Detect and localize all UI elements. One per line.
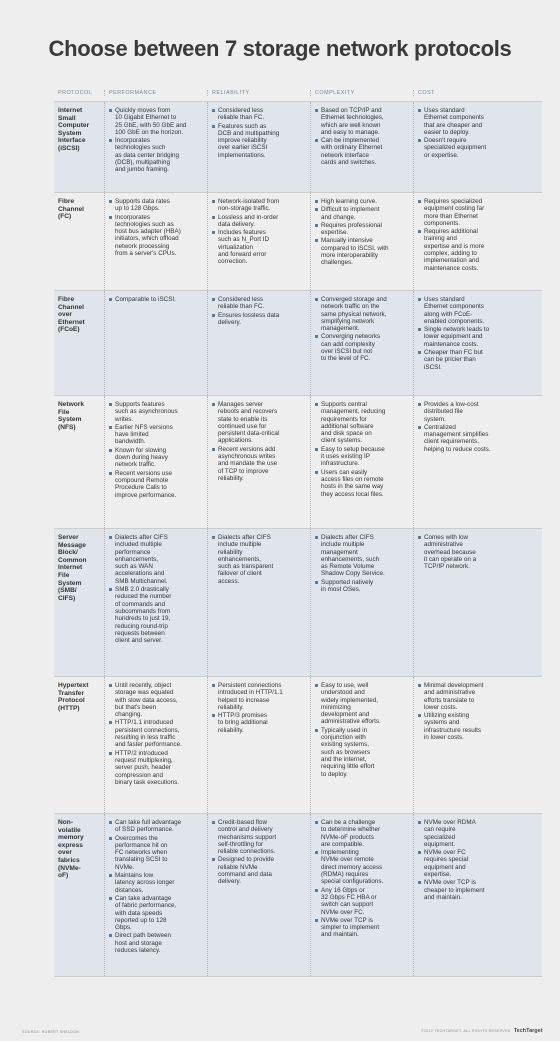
bullet-item: HTTP/2 introduced request multiplexing, server push, header compression and binary task executions. <box>109 750 204 786</box>
bullet-item: Implementing NVMe over remote direct memory access (RDMA) requires special configurations. <box>315 849 410 885</box>
table-body <box>54 102 542 977</box>
complexity-list <box>315 296 410 363</box>
performance-cell <box>104 529 207 676</box>
bullet-item: High learning curve. <box>315 198 410 205</box>
bullet-item: Earlier NFS versions have limited bandwidth. <box>109 424 204 446</box>
table-row <box>54 529 542 677</box>
bullet-item: Features such as DCB and multipathing improve reliability over earlier iSCSI implementations. <box>212 123 307 159</box>
bullet-item: Can be implemented with ordinary Ethernet network interface cards and switches. <box>315 137 410 166</box>
header-reliability: RELIABILITY <box>207 90 310 96</box>
performance-list <box>109 819 204 954</box>
complexity-cell <box>310 291 413 395</box>
performance-list <box>109 682 204 786</box>
reliability-list <box>212 107 307 159</box>
complexity-cell <box>310 102 413 192</box>
performance-list <box>109 107 204 174</box>
bullet-item: Incorporates technologies such as data center bridging (DCB), multipathing and jumbo framing. <box>109 137 204 173</box>
complexity-list <box>315 534 410 593</box>
bullet-item: Supported natively in most OSes. <box>315 579 410 594</box>
cost-cell <box>413 677 518 813</box>
bullet-item: Supports central management, reducing requirements for additional software and disk space on client systems. <box>315 401 410 445</box>
bullet-item: Utilizing existing systems and infrastructure results in lower costs. <box>418 712 515 741</box>
reliability-cell <box>207 291 310 395</box>
reliability-list <box>212 682 307 734</box>
header-complexity: COMPLEXITY <box>310 90 413 96</box>
table-row <box>54 814 542 977</box>
bullet-item: Comparable to iSCSI. <box>109 296 204 303</box>
bullet-item: SMB 2.0 drastically reduced the number of commands and subcommands from hundreds to just 19, reducing round-trip requests between client and server. <box>109 586 204 644</box>
header-performance: PERFORMANCE <box>104 90 207 96</box>
reliability-list <box>212 534 307 585</box>
reliability-list <box>212 296 307 326</box>
bullet-item: Until recently, object storage was equated with slow data access, but that's been changing. <box>109 682 204 718</box>
bullet-item: Converged storage and network traffic on the same physical network, simplifying network management. <box>315 296 410 332</box>
performance-cell <box>104 396 207 528</box>
bullet-item: Manages server reboots and recovers state to enable its continued use for persistent data-critical applications. <box>212 401 307 445</box>
bullet-item: Known for slowing down during heavy network traffic. <box>109 447 204 469</box>
performance-list <box>109 401 204 499</box>
table-header-row <box>54 85 542 102</box>
reliability-list <box>212 819 307 886</box>
cost-list <box>418 401 515 453</box>
bullet-item: Single network leads to lower equipment and maintenance costs. <box>418 326 515 348</box>
performance-list <box>109 296 204 303</box>
bullet-item: Dialects after CIFS included multiple performance enhancements, such as WAN accelerations and SMB Multichannel. <box>109 534 204 585</box>
bullet-item: Easy to setup because it uses existing IP infrastructure. <box>315 446 410 468</box>
complexity-list <box>315 819 410 939</box>
copyright-note: ©2022 TECHTARGET. ALL RIGHTS RESERVED <box>421 1029 511 1033</box>
reliability-list <box>212 198 307 266</box>
bullet-item: Minimal development and administrative efforts translate to lower costs. <box>418 682 515 711</box>
bullet-item: Designed to provide reliable NVMe command and data delivery. <box>212 856 307 885</box>
bullet-item: Persistent connections introduced in HTTP/1.1 helped to increase reliability. <box>212 682 307 711</box>
techtarget-logo: TechTarget <box>513 1028 543 1034</box>
table-row <box>54 677 542 814</box>
cost-cell <box>413 396 518 528</box>
cost-list <box>418 198 515 272</box>
reliability-cell <box>207 814 310 976</box>
bullet-item: Uses standard Ethernet components along with FCoE- enabled components. <box>418 296 515 325</box>
bullet-item: Includes features such as N_Port ID virtualization and forward error correction. <box>212 229 307 265</box>
bullet-item: NVMe over TCP is cheaper to implement and maintain. <box>418 879 515 901</box>
bullet-item: Direct path between host and storage reduces latency. <box>109 932 204 954</box>
performance-list <box>109 534 204 644</box>
bullet-item: Doesn't require specialized equipment or expertise. <box>418 137 515 159</box>
bullet-item: Can take full advantage of SSD performance. <box>109 819 204 834</box>
complexity-list <box>315 401 410 498</box>
page-title: Choose between 7 storage network protocols <box>48 36 512 61</box>
bullet-item: Difficult to implement and change. <box>315 206 410 221</box>
cost-cell <box>413 291 518 395</box>
header-cost: COST <box>413 90 518 96</box>
bullet-item: Uses standard Ethernet components that are cheaper and easier to deploy. <box>418 107 515 136</box>
performance-cell <box>104 102 207 192</box>
bullet-item: Can take advantage of fabric performance, with data speeds reported up to 128 Gbps. <box>109 895 204 931</box>
bullet-item: Supports data rates up to 128 Gbps. <box>109 198 204 213</box>
table-row <box>54 396 542 529</box>
table-row <box>54 102 542 193</box>
bullet-item: Provides a low-cost distributed file system. <box>418 401 515 423</box>
bullet-item: Centralized management simplifies client requirements, helping to reduce costs. <box>418 424 515 453</box>
footer-brand <box>421 1028 543 1034</box>
bullet-item: Considered less reliable than FC. <box>212 107 307 122</box>
bullet-item: Recent versions add asynchronous writes and mandate the use of TCP to improve reliability. <box>212 446 307 482</box>
protocol-name: Internet Small Computer System Interface (iSCSI) <box>58 107 90 152</box>
complexity-cell <box>310 396 413 528</box>
cost-list <box>418 296 515 371</box>
bullet-item: Credit-based flow control and delivery mechanisms support self-throttling for reliable connections. <box>212 819 307 855</box>
complexity-cell <box>310 529 413 676</box>
bullet-item: Requires additional training and expertise and is more complex, adding to implementation and maintenance costs. <box>418 228 515 272</box>
protocol-name: Non- volatile memory express over fabrics (NVMe- oF) <box>58 819 84 880</box>
bullet-item: Can be a challenge to determine whether NVMe-oF products are compatible. <box>315 819 410 848</box>
complexity-cell <box>310 677 413 813</box>
complexity-list <box>315 198 410 267</box>
bullet-item: HTTP/3 promises to bring additional reliability. <box>212 712 307 734</box>
bullet-item: Manually intensive compared to iSCSI, with more interoperability challenges. <box>315 237 410 266</box>
reliability-list <box>212 401 307 482</box>
cost-list <box>418 107 515 159</box>
reliability-cell <box>207 677 310 813</box>
bullet-item: Requires professional expertise. <box>315 222 410 237</box>
complexity-cell <box>310 814 413 976</box>
bullet-item: Network-isolated from non-storage traffic. <box>212 198 307 213</box>
complexity-list <box>315 107 410 166</box>
source-note: SOURCE: ROBERT SHELDON <box>22 1030 80 1034</box>
reliability-cell <box>207 529 310 676</box>
bullet-item: Incorporates technologies such as host bus adapter (HBA) initiators, which offload network processing from a server's CPUs. <box>109 214 204 258</box>
performance-cell <box>104 677 207 813</box>
reliability-cell <box>207 396 310 528</box>
performance-list <box>109 198 204 257</box>
bullet-item: Ensures lossless data delivery. <box>212 312 307 327</box>
bullet-item: Dialects after CIFS include multiple reliability enhancements, such as transparent failover of client access. <box>212 534 307 585</box>
cost-cell <box>413 529 518 676</box>
bullet-item: Maintains low latency across longer distances. <box>109 872 204 894</box>
performance-cell <box>104 291 207 395</box>
protocol-comparison-table <box>54 85 542 977</box>
bullet-item: NVMe over RDMA can require specialized equipment. <box>418 819 515 848</box>
bullet-item: Typically used in conjunction with existing systems, such as browsers and the internet, requiring little effort to deploy. <box>315 727 410 778</box>
bullet-item: NVMe over FC requires special equipment and expertise. <box>418 849 515 878</box>
bullet-item: NVMe over TCP is simpler to implement and maintain. <box>315 917 410 939</box>
protocol-name: Server Message Block/ Common Internet File System (SMB/ CIFS) <box>58 534 87 602</box>
bullet-item: Quickly moves from 10 Gigabit Ethernet to 25 GbE, with 50 GbE and 100 GbE on the horizon. <box>109 107 204 136</box>
reliability-cell <box>207 193 310 290</box>
cost-list <box>418 819 515 901</box>
complexity-cell <box>310 193 413 290</box>
bullet-item: Requires specialized equipment costing far more than Ethernet components. <box>418 198 515 227</box>
protocol-name: Hypertext Transfer Protocol (HTTP) <box>58 682 89 712</box>
protocol-name: Network File System (NFS) <box>58 401 85 431</box>
performance-cell <box>104 814 207 976</box>
cost-list <box>418 682 515 741</box>
reliability-cell <box>207 102 310 192</box>
complexity-list <box>315 682 410 778</box>
bullet-item: Overcomes the performance hit on FC networks when translating SCSI to NVMe. <box>109 835 204 871</box>
bullet-item: Based on TCP/IP and Ethernet technologies, which are well known and easy to manage. <box>315 107 410 136</box>
bullet-item: Considered less reliable than FC. <box>212 296 307 311</box>
bullet-item: Converging networks can add complexity over iSCSI but not to the level of FC. <box>315 333 410 362</box>
bullet-item: Any 16 Gbps or 32 Gbps FC HBA or switch can support NVMe over FC. <box>315 887 410 916</box>
cost-cell <box>413 102 518 192</box>
table-row <box>54 193 542 291</box>
bullet-item: Comes with low administrative overhead because it can operate on a TCP/IP network. <box>418 534 515 570</box>
cost-cell <box>413 814 518 976</box>
bullet-item: Users can easily access files on remote hosts in the same way they access local files. <box>315 469 410 498</box>
bullet-item: Easy to use, well understood and widely implemented, minimizing development and administrative efforts. <box>315 682 410 726</box>
bullet-item: Lossless and in-order data delivery. <box>212 214 307 229</box>
performance-cell <box>104 193 207 290</box>
bullet-item: Supports features such as asynchronous writes. <box>109 401 204 423</box>
table-row <box>54 291 542 396</box>
cost-list <box>418 534 515 570</box>
protocol-name: Fibre Channel (FC) <box>58 198 85 221</box>
protocol-name: Fibre Channel over Ethernet (FCoE) <box>58 296 85 334</box>
bullet-item: Dialects after CIFS include multiple management enhancements, such as Remote Volume Shadow Copy Service. <box>315 534 410 578</box>
bullet-item: Cheaper than FC but can be pricier than iSCSI. <box>418 349 515 371</box>
cost-cell <box>413 193 518 290</box>
header-protocol: PROTOCOL <box>58 90 93 96</box>
bullet-item: Recent versions use compound Remote Procedure Calls to improve performance. <box>109 470 204 499</box>
bullet-item: HTTP/1.1 introduced persistent connections, resulting in less traffic and faster performance. <box>109 719 204 748</box>
